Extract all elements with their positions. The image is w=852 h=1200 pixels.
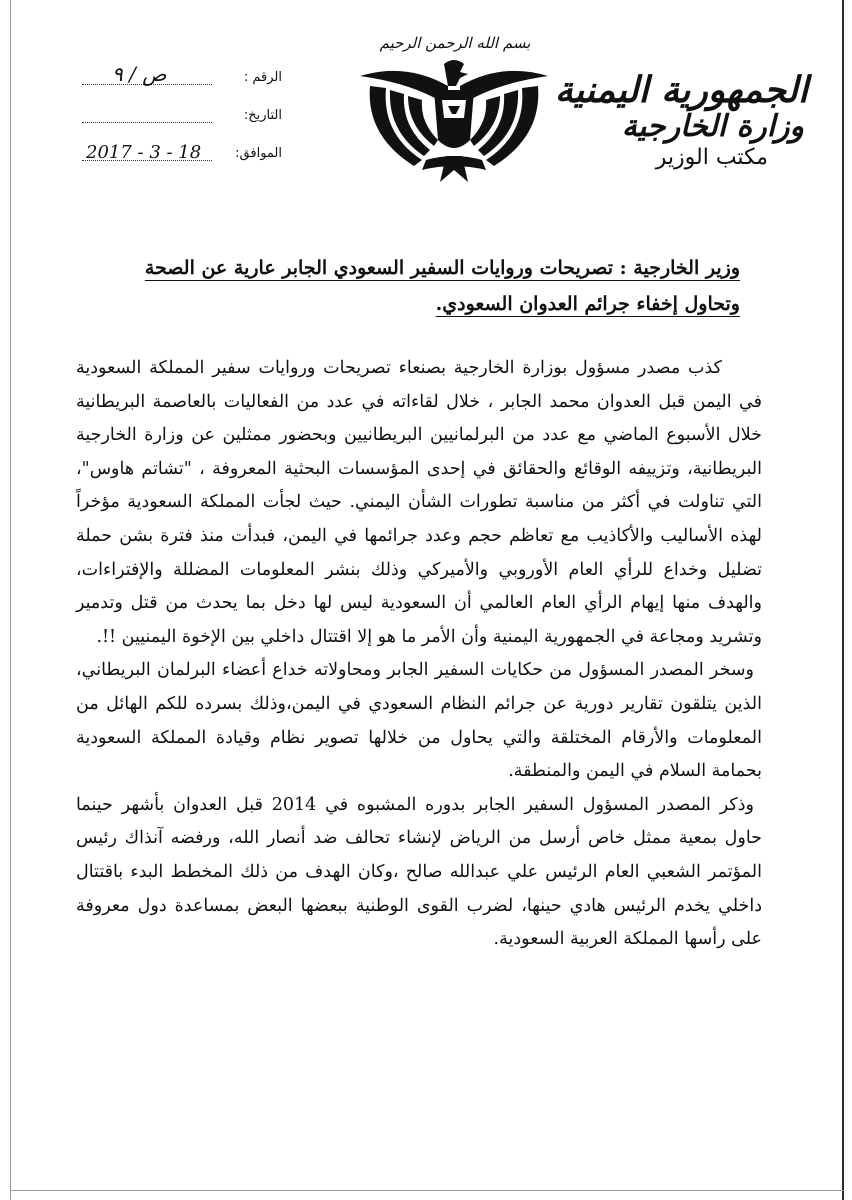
article-body [76,352,762,957]
body-paragraph-3: وذكر المصدر المسؤول السفير الجابر بدوره المشبوه في 2014 قبل العدوان بأشهر حينما حاول بمعية ممثل خاص أرسل من الرياض لإنشاء تحالف ضد أنصار الله، ورفضه آنذاك رئيس المؤتمر الشعبي العام الرئيس علي عبدالله صالح ،وكان الهدف من ذلك المخطط البدء باقتتال داخلي يخدم الرئيس هادي حينها، لضرب القوى الوطنية ببعضها البعض بمساعدة دول معروفة على رأسها المملكة العربية السعودية. [76,794,762,950]
eagle-emblem-icon [356,56,552,186]
page-border-bottom [10,1190,844,1191]
ref-number-value: ص / ٩ [112,62,167,86]
basmala: بسم الله الرحمن الرحيم [379,34,531,52]
date-label: التاريخ: [243,108,282,123]
corresponding-date-row [82,136,282,174]
headline-line-1: وزير الخارجية : تصريحات وروايات السفير السعودي الجابر عارية عن الصحة [144,257,740,279]
reference-block [82,60,282,174]
corresponding-date-value: 2017 - 3 - 18 [86,142,202,163]
headline [120,250,740,322]
page-border-left [10,0,11,1200]
ref-number-row [82,60,282,98]
headline-line-2: وتحاول إخفاء جرائم العدوان السعودي. [435,293,740,315]
ref-number-label: الرقم : [243,70,282,85]
office-name: مكتب الوزير [655,145,768,170]
corresponding-date-label: الموافق: [235,146,282,161]
date-row [82,98,282,136]
ministry-name: وزارة الخارجية [621,109,804,144]
body-paragraph-1: كذب مصدر مسؤول بوزارة الخارجية بصنعاء تصريحات وروايات سفير المملكة السعودية في اليمن قبل العدوان محمد الجابر ، خلال لقاءاته في عدد من الفعاليات بالعاصمة البريطانية خلال الأسبوع الماضي مع عدد من البرلمانيين البريطانيين وبحضور ممثلين عن وزارة الخارجية البريطانية، وتزييفه الوقائع والحقائق في إحدى المؤسسات البحثية المعروفة ، "تشاتم هاوس"، التي تناولت في أكثر من مناسبة تطورات الشأن اليمني. حيث لجأت المملكة السعودية مؤخراً لهذه الأساليب والأكاذيب مع تعاظم حجم وعدد جرائمها في اليمن، فبدأت منذ فترة بشن حملة تضليل وخداع للرأي العام الأوروبي والأميركي وذلك بنشر المعلومات المضللة والإفتراءات، والهدف منها إيهام الرأي العام العالمي أن السعودية ليس لها دخل بما يحدث من قتل وتدمير وتشريد ومجاعة في الجمهورية اليمنية وأن الأمر ما هو إلا اقتتال داخلي بين الإخوة اليمنيين !!. [76,358,762,647]
body-paragraph-2: وسخر المصدر المسؤول من حكايات السفير الجابر ومحاولاته خداع أعضاء البرلمان البريطاني، الذين يتلقون تقارير دورية عن جرائم النظام السعودي في اليمن،وذلك بسرده للكم الهائل من المعلومات والأرقام المختلقة والتي يحاول من خلالها تصوير نظام وقيادة المملكة السعودية بحمامة السلام في اليمن والمنطقة. [76,660,762,782]
letterhead-ministry-block [554,69,808,172]
date-line [82,122,212,123]
republic-name: الجمهورية اليمنية [554,69,808,111]
page-border-right [842,0,844,1200]
